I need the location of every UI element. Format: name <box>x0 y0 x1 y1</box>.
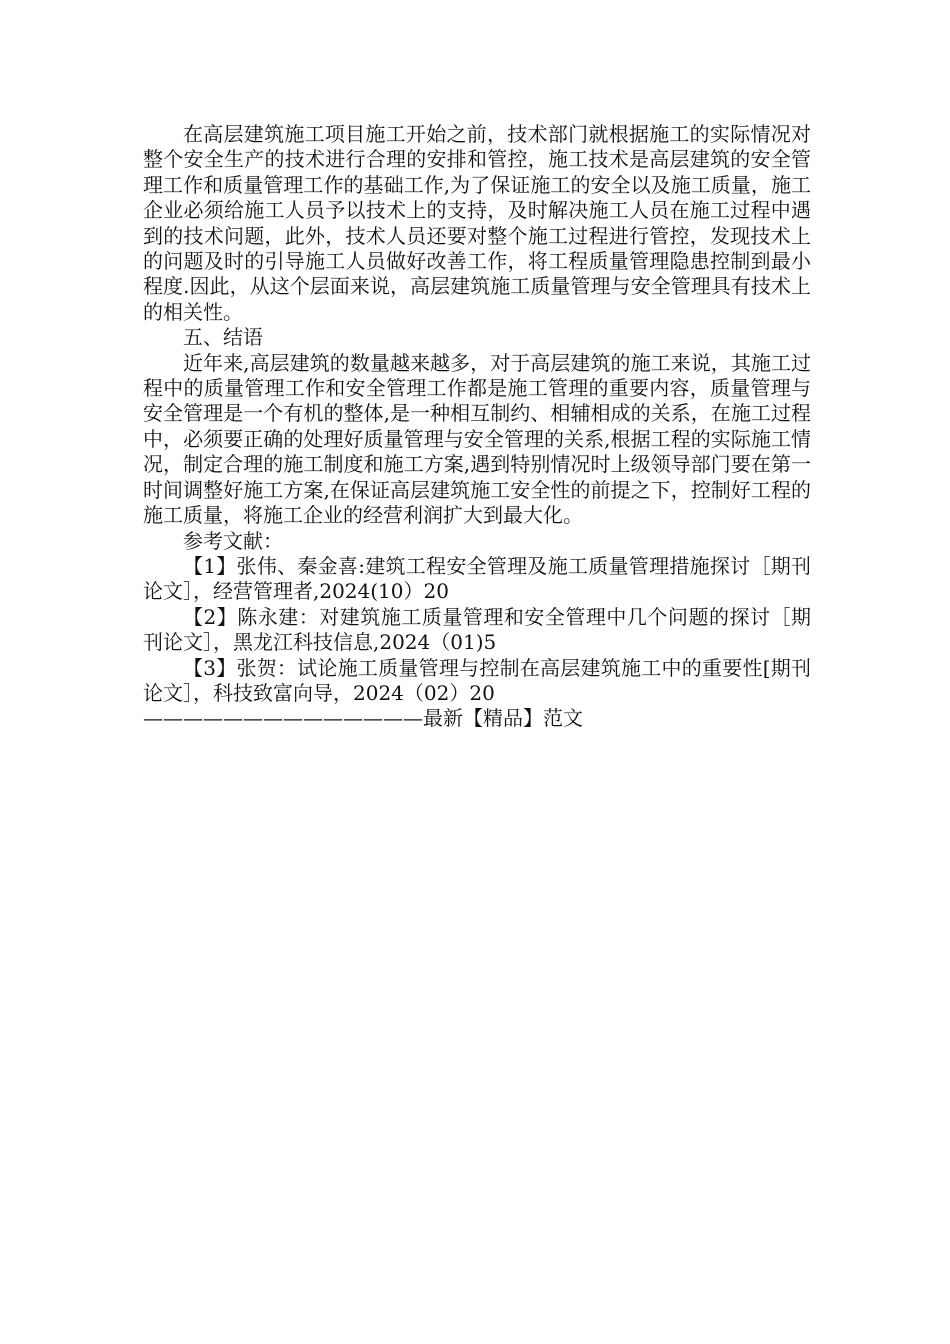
document-footer: ——————————————最新【精品】范文 <box>143 706 583 731</box>
reference-item-3: 【3】张贺：试论施工质量管理与控制在高层建筑施工中的重要性[期刊论文］，科技致富向导，2024（02）20 <box>143 655 811 705</box>
section-heading-conclusion: 五、结语 <box>183 325 263 350</box>
reference-item-1: 【1】张伟、秦金喜:建筑工程安全管理及施工质量管理措施探讨［期刊论文］，经营管理者,2024(10）20 <box>143 553 811 604</box>
references-heading: 参考文献： <box>183 528 283 553</box>
body-paragraph-conclusion: 近年来,高层建筑的数量越来越多，对于高层建筑的施工来说，其施工过程中的质量管理工作和安全管理工作都是施工管理的重要内容，质量管理与安全管理是一个有机的整体,是一种相互制约、相辅相成的关系，在施工过程中，必须要正确的处理好质量管理与安全管理的关系,根据工程的实际施工情况，制定合理的施工制度和施工方案,遇到特别情况时上级领导部门要在第一时间调整好施工方案,在保证高层建筑施工安全性的前提之下，控制好工程的施工质量，将施工企业的经营利润扩大到最大化。 <box>143 350 811 528</box>
document-body <box>143 122 811 732</box>
body-paragraph-technical: 在高层建筑施工项目施工开始之前，技术部门就根据施工的实际情况对整个安全生产的技术进行合理的安排和管控，施工技术是高层建筑的安全管理工作和质量管理工作的基础工作,为了保证施工的安全以及施工质量，施工企业必须给施工人员予以技术上的支持，及时解决施工人员在施工过程中遇到的技术问题，此外，技术人员还要对整个施工过程进行管控，发现技术上的问题及时的引导施工人员做好改善工作，将工程质量管理隐患控制到最小程度.因此，从这个层面来说，高层建筑施工质量管理与安全管理具有技术上的相关性。 <box>143 122 811 324</box>
reference-item-2: 【2】陈永建：对建筑施工质量管理和安全管理中几个问题的探讨［期刊论文］，黑龙江科技信息,2024（01)5 <box>143 604 811 655</box>
